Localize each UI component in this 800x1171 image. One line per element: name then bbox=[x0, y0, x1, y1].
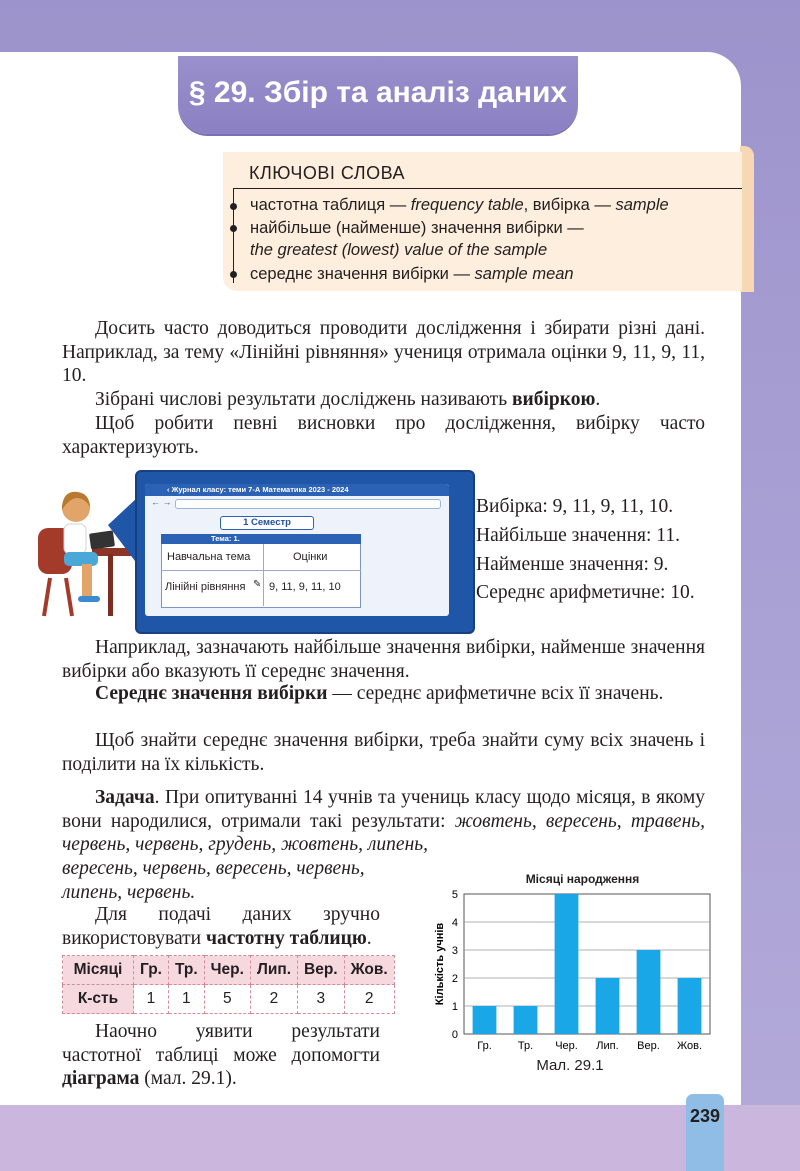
bar bbox=[555, 894, 579, 1034]
table-cell: Вер. bbox=[298, 956, 345, 985]
keywords-fold bbox=[740, 146, 754, 292]
table-cell: К-сть bbox=[63, 985, 134, 1014]
x-tick-label: Вер. bbox=[637, 1040, 660, 1052]
keyword-item: найбільше (найменше) значення вибірки — bbox=[250, 219, 584, 237]
y-tick-label: 3 bbox=[451, 945, 458, 957]
bar bbox=[473, 1006, 497, 1034]
keyword-item: частотна таблиця — frequency table, вибірка — sample bbox=[250, 196, 669, 214]
table-cell: Гр. bbox=[134, 956, 169, 985]
definition-paragraph: Середнє значення вибірки — середнє арифметичне всіх її значень. bbox=[95, 683, 664, 704]
row-grades: 9, 11, 9, 11, 10 bbox=[269, 581, 341, 593]
table-cell: 2 bbox=[344, 985, 394, 1014]
address-bar[interactable] bbox=[175, 499, 441, 509]
figure-caption: Мал. 29.1 bbox=[536, 1057, 604, 1074]
keyword-item: середнє значення вибірки — sample mean bbox=[250, 265, 574, 283]
task-paragraph: Задача. При опитуванні 14 учнів та учениць класу щодо місяця, в якому вони народилися, отримали такі результати: жовтень, вересень, травень, червень, червень, грудень, жовтень, липень, bbox=[62, 787, 706, 855]
min-value: Найменше значення: 9. bbox=[476, 554, 669, 575]
table-row bbox=[63, 956, 395, 985]
bullet-icon bbox=[230, 271, 237, 278]
table-divider bbox=[161, 570, 361, 571]
x-tick-label: Гр. bbox=[477, 1040, 492, 1052]
journal-screen bbox=[145, 484, 449, 616]
table-cell: Тр. bbox=[168, 956, 204, 985]
row-topic: Лінійні рівняння bbox=[165, 581, 246, 593]
y-tick-label: 4 bbox=[451, 917, 458, 929]
intro-paragraph: Зібрані числові результати досліджень називають вибіркою. bbox=[95, 389, 601, 410]
journal-titlebar: ‹ Журнал класу: теми 7-А Математика 2023 - 2024 bbox=[145, 484, 449, 496]
col-header-grades: Оцінки bbox=[293, 551, 328, 563]
speech-bubble-pointer bbox=[108, 497, 138, 565]
table-cell: 5 bbox=[204, 985, 250, 1014]
table-cell: Місяці bbox=[63, 956, 134, 985]
mean-value: Середнє арифметичне: 10. bbox=[476, 582, 695, 603]
y-tick-label: 1 bbox=[451, 1001, 458, 1013]
plot-area bbox=[464, 894, 710, 1034]
col-header-topic: Навчальна тема bbox=[167, 551, 251, 563]
y-tick-label: 5 bbox=[451, 889, 458, 901]
keyword-item-translation: the greatest (lowest) value of the sample bbox=[250, 241, 548, 259]
bullet-icon bbox=[230, 225, 237, 232]
table-cell: 2 bbox=[250, 985, 297, 1014]
bar-chart bbox=[430, 884, 720, 1056]
table-row bbox=[63, 985, 395, 1014]
table-cell: 1 bbox=[134, 985, 169, 1014]
table-cell: Жов. bbox=[344, 956, 394, 985]
bar bbox=[637, 950, 661, 1034]
sample-values: Вибірка: 9, 11, 9, 11, 10. bbox=[476, 496, 674, 517]
body-paragraph: Наприклад, зазначають найбільше значення вибірки, найменше значення вибірки або вказують її середнє значення. bbox=[62, 637, 705, 682]
intro-paragraph: Досить часто доводиться проводити дослідження і збирати різні дані. Наприклад, за тему «Лінійні рівняння» учениця отримала оцінки 9, 11, 9, 11, 10. bbox=[62, 318, 705, 386]
x-tick-label: Тр. bbox=[517, 1040, 534, 1052]
frequency-table bbox=[62, 955, 395, 1014]
y-tick-label: 2 bbox=[451, 973, 458, 985]
chart-title: Місяці народження bbox=[525, 872, 640, 886]
table-cell: Лип. bbox=[250, 956, 297, 985]
pencil-icon[interactable]: ✎ bbox=[253, 579, 262, 590]
page-number: 239 bbox=[689, 1106, 721, 1126]
task-results-cont: вересень, червень, вересень, червень, липень, червень. bbox=[62, 858, 365, 903]
task-table-intro: Для подачі даних зручно використовувати частотну таблицю. bbox=[62, 904, 380, 949]
x-tick-label: Лип. bbox=[596, 1040, 619, 1052]
intro-paragraph: Щоб робити певні висновки про дослідження, вибірку часто характеризують. bbox=[62, 413, 705, 458]
table-column-divider bbox=[263, 544, 264, 606]
bar bbox=[678, 978, 702, 1034]
page-title: § 29. Збір та аналіз даних bbox=[188, 76, 568, 109]
y-tick-label: 0 bbox=[451, 1029, 458, 1041]
max-value: Найбільше значення: 11. bbox=[476, 525, 680, 546]
grades-table bbox=[161, 534, 361, 608]
bar bbox=[514, 1006, 538, 1034]
table-cell: 1 bbox=[168, 985, 204, 1014]
x-tick-label: Жов. bbox=[676, 1040, 703, 1052]
x-tick-label: Чер. bbox=[555, 1040, 578, 1052]
bottom-band bbox=[0, 1105, 800, 1171]
bar bbox=[596, 978, 620, 1034]
topic-header: Тема: 1. bbox=[161, 534, 361, 544]
table-cell: 3 bbox=[298, 985, 345, 1014]
bullet-icon bbox=[230, 203, 237, 210]
diagram-paragraph: Наочно уявити результати частотної таблиці може допомогти діаграма (мал. 29.1). bbox=[62, 1021, 380, 1089]
table-cell: Чер. bbox=[204, 956, 250, 985]
y-axis-label: Кількість учнів bbox=[434, 922, 446, 1006]
keywords-divider bbox=[233, 188, 742, 189]
semester-tab[interactable]: 1 Семестр bbox=[220, 516, 314, 530]
nav-arrows-icon[interactable]: ← → bbox=[151, 497, 172, 507]
keywords-heading: КЛЮЧОВІ СЛОВА bbox=[249, 163, 406, 183]
body-paragraph: Щоб знайти середнє значення вибірки, треба знайти суму всіх значень і поділити на їх кількість. bbox=[62, 730, 705, 775]
